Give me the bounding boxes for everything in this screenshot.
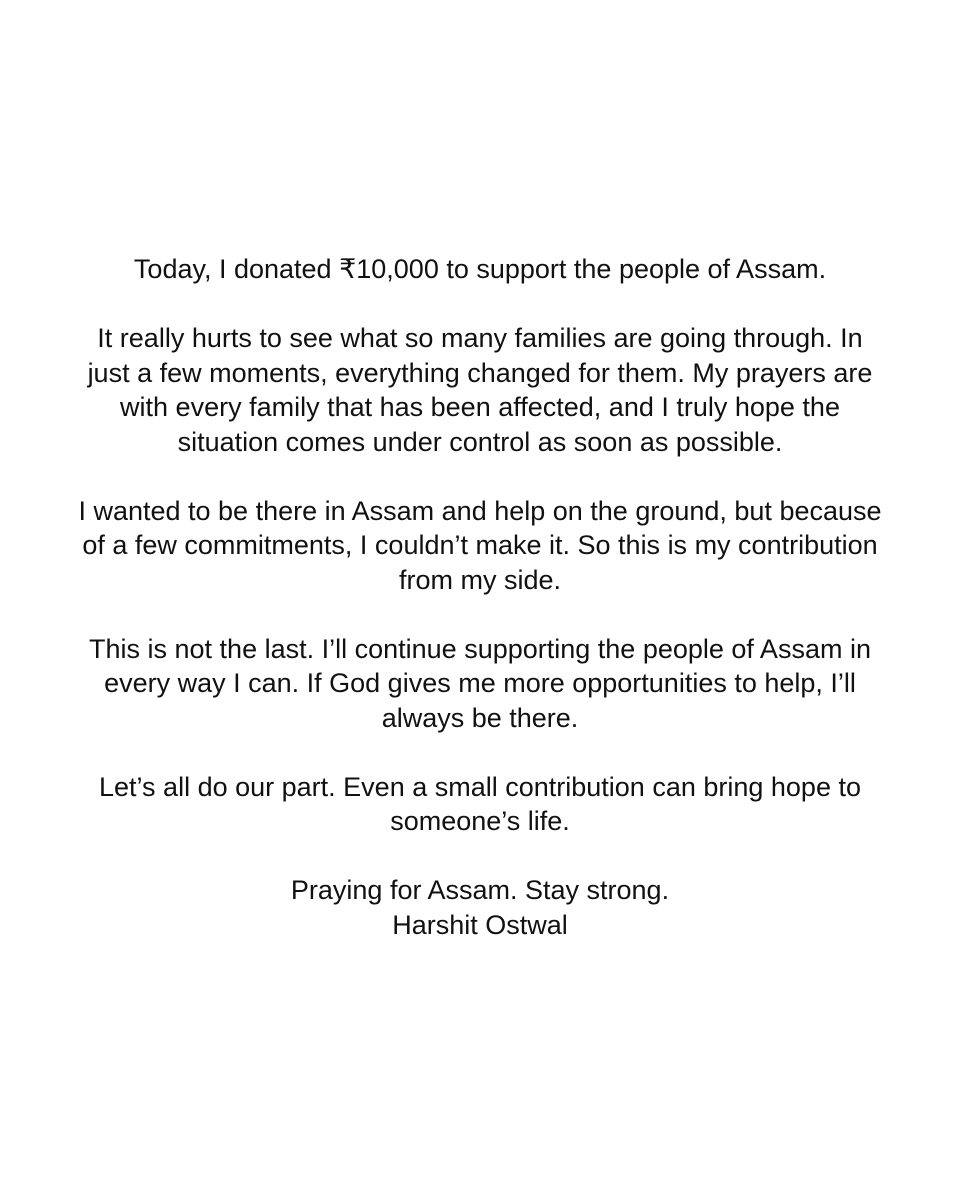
text-line: someone’s life.	[390, 806, 570, 836]
paragraph-spacer	[0, 597, 960, 632]
paragraph-sympathy	[0, 321, 960, 459]
text-line: I wanted to be there in Assam and help on the ground, but because	[78, 495, 882, 526]
text-line: Today, I donated ₹10,000 to support the people of Assam.	[133, 254, 827, 284]
paragraph-continued-support	[0, 632, 960, 736]
sign-off	[0, 873, 960, 942]
paragraph-spacer	[0, 459, 960, 494]
paragraph-spacer	[0, 735, 960, 770]
paragraph-donation	[0, 252, 960, 287]
statement-text	[0, 252, 960, 942]
text-line: with every family that has been affected, and I truly hope the	[120, 392, 840, 422]
text-line: It really hurts to see what so many families are going through. In	[97, 323, 863, 353]
text-line: always be there.	[381, 702, 579, 733]
text-line: This is not the last. I’ll continue supporting the people of Assam in	[89, 633, 871, 664]
text-line: of a few commitments, I couldn’t make it. So this is my contribution	[82, 530, 878, 560]
paragraph-commitments	[0, 494, 960, 598]
paragraph-call-to-action	[0, 770, 960, 839]
signature: Harshit Ostwal	[392, 909, 568, 940]
text-line: just a few moments, everything changed for them. My prayers are	[87, 357, 873, 388]
text-line: Let’s all do our part. Even a small contribution can bring hope to	[99, 771, 861, 802]
closing-line: Praying for Assam. Stay strong.	[290, 875, 670, 905]
text-line: situation comes under control as soon as possible.	[177, 426, 783, 457]
paragraph-spacer	[0, 839, 960, 874]
text-line: from my side.	[398, 564, 562, 595]
text-line: every way I can. If God gives me more opportunities to help, I’ll	[104, 668, 856, 698]
paragraph-spacer	[0, 287, 960, 322]
